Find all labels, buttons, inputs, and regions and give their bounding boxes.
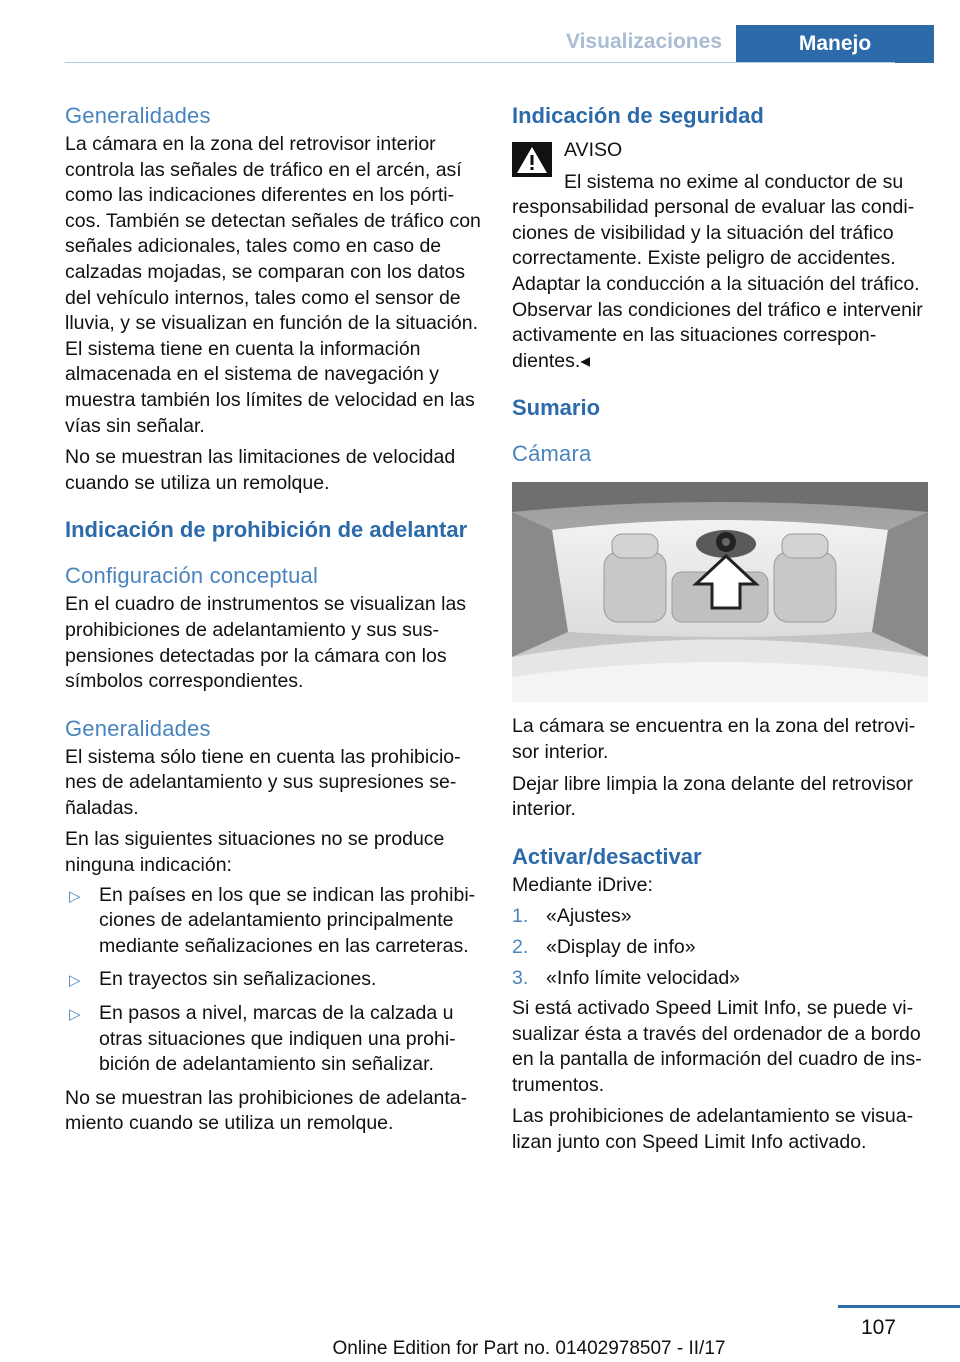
paragraph: Dejar libre limpia la zona delante del retrovisor interior. bbox=[512, 772, 914, 821]
list-item: ▷ En pasos a nivel, marcas de la calzada u otras situaciones que indiquen una prohibición de adelantamiento sin señalizar. bbox=[69, 1002, 456, 1076]
list-item: ▷ En trayectos sin señalizaciones. bbox=[65, 967, 483, 993]
paragraph: La cámara en la zona del retrovisor interior controla las señales de tráfico en el arcén, así como las indicaciones diferentes en los pórticos. También se detectan señales de tráfico con señales adicionales, tales como en caso de calzadas mojadas, se comparan con los datos del vehículo internos, tales como el sensor de lluvia, y se visualizan en función de la situación. El sistema tiene en cuenta la información almacenada en el sistema de navegación y muestra también los límites de velocidad en las vías sin señalar. bbox=[65, 133, 481, 437]
footer-rule bbox=[838, 1305, 960, 1308]
paragraph: Las prohibiciones de adelantamiento se visualizan junto con Speed Limit Info activado. bbox=[512, 1105, 914, 1154]
triangle-bullet-icon: ▷ bbox=[69, 1006, 81, 1024]
list-item: 2. «Display de info» bbox=[512, 935, 696, 958]
triangle-bullet-icon: ▷ bbox=[69, 887, 81, 905]
list-item: ▷ En países en los que se indican las prohibiciones de adelantamiento principalmente mediante señalizaciones en las carreteras. bbox=[69, 883, 476, 957]
section-tab: Visualizaciones bbox=[565, 30, 722, 53]
warning-text-first: El sistema no exime al conductor de su bbox=[564, 170, 904, 193]
paragraph: No se muestran las prohibiciones de adelantamiento cuando se utiliza un remolque. bbox=[65, 1086, 468, 1135]
list-item: 3. «Info límite velocidad» bbox=[512, 966, 741, 989]
heading-generalidades-2: Generalidades bbox=[65, 715, 211, 741]
bullet-list bbox=[65, 883, 483, 1078]
triangle-bullet-icon: ▷ bbox=[69, 972, 81, 990]
paragraph: En el cuadro de instrumentos se visualizan las prohibiciones de adelantamiento y sus suspensiones detectadas por la cámara con los símbolos correspondientes. bbox=[65, 593, 467, 693]
warning-block bbox=[512, 138, 930, 195]
list-item: 1. «Ajustes» bbox=[512, 905, 632, 928]
heading-generalidades: Generalidades bbox=[65, 103, 211, 128]
heading-sumario: Sumario bbox=[512, 395, 601, 421]
paragraph: Si está activado Speed Limit Info, se puede visualizar ésta a través del ordenador de a bordo en la pantalla de información del cuadro de instrumentos. bbox=[512, 997, 922, 1096]
heading-prohibicion-adelantar: Indicación de prohibición de adelantar bbox=[65, 517, 468, 543]
warning-text: responsabilidad personal de evaluar las condiciones de visibilidad y la situación del tráfico correctamente. Existe peligro de accidentes. Adaptar la conducción a la situación del tráfico. Observar las condiciones del tráfico e intervenir activamente en las situaciones correspondientes.◂ bbox=[512, 196, 923, 372]
heading-camara: Cámara bbox=[512, 441, 592, 467]
paragraph: No se muestran las limitaciones de velocidad cuando se utiliza un remolque. bbox=[65, 446, 456, 494]
warning-title: AVISO bbox=[564, 139, 623, 161]
steps-list bbox=[512, 904, 930, 991]
heading-activar-desactivar: Activar/desactivar bbox=[512, 843, 702, 869]
heading-indicacion-seguridad: Indicación de seguridad bbox=[512, 103, 764, 128]
camera-location-image bbox=[512, 482, 928, 702]
header-rule bbox=[65, 62, 895, 63]
left-column bbox=[65, 100, 483, 1137]
paragraph: La cámara se encuentra en la zona del retrovisor interior. bbox=[512, 715, 916, 763]
warning-triangle-icon bbox=[512, 142, 552, 177]
edition-footer: Online Edition for Part no. 01402978507 - II/17 bbox=[332, 1338, 726, 1359]
paragraph: El sistema sólo tiene en cuenta las prohibiciones de adelantamiento y sus supresiones señaladas. bbox=[65, 745, 461, 819]
paragraph: Mediante iDrive: bbox=[512, 873, 653, 896]
heading-configuracion-conceptual: Configuración conceptual bbox=[65, 563, 319, 589]
page-number: 107 bbox=[860, 1316, 896, 1339]
right-column bbox=[512, 100, 930, 1156]
page-header bbox=[0, 22, 960, 62]
paragraph: En las siguientes situaciones no se produce ninguna indicación: bbox=[65, 828, 445, 877]
chapter-tab: Manejo bbox=[736, 25, 934, 63]
